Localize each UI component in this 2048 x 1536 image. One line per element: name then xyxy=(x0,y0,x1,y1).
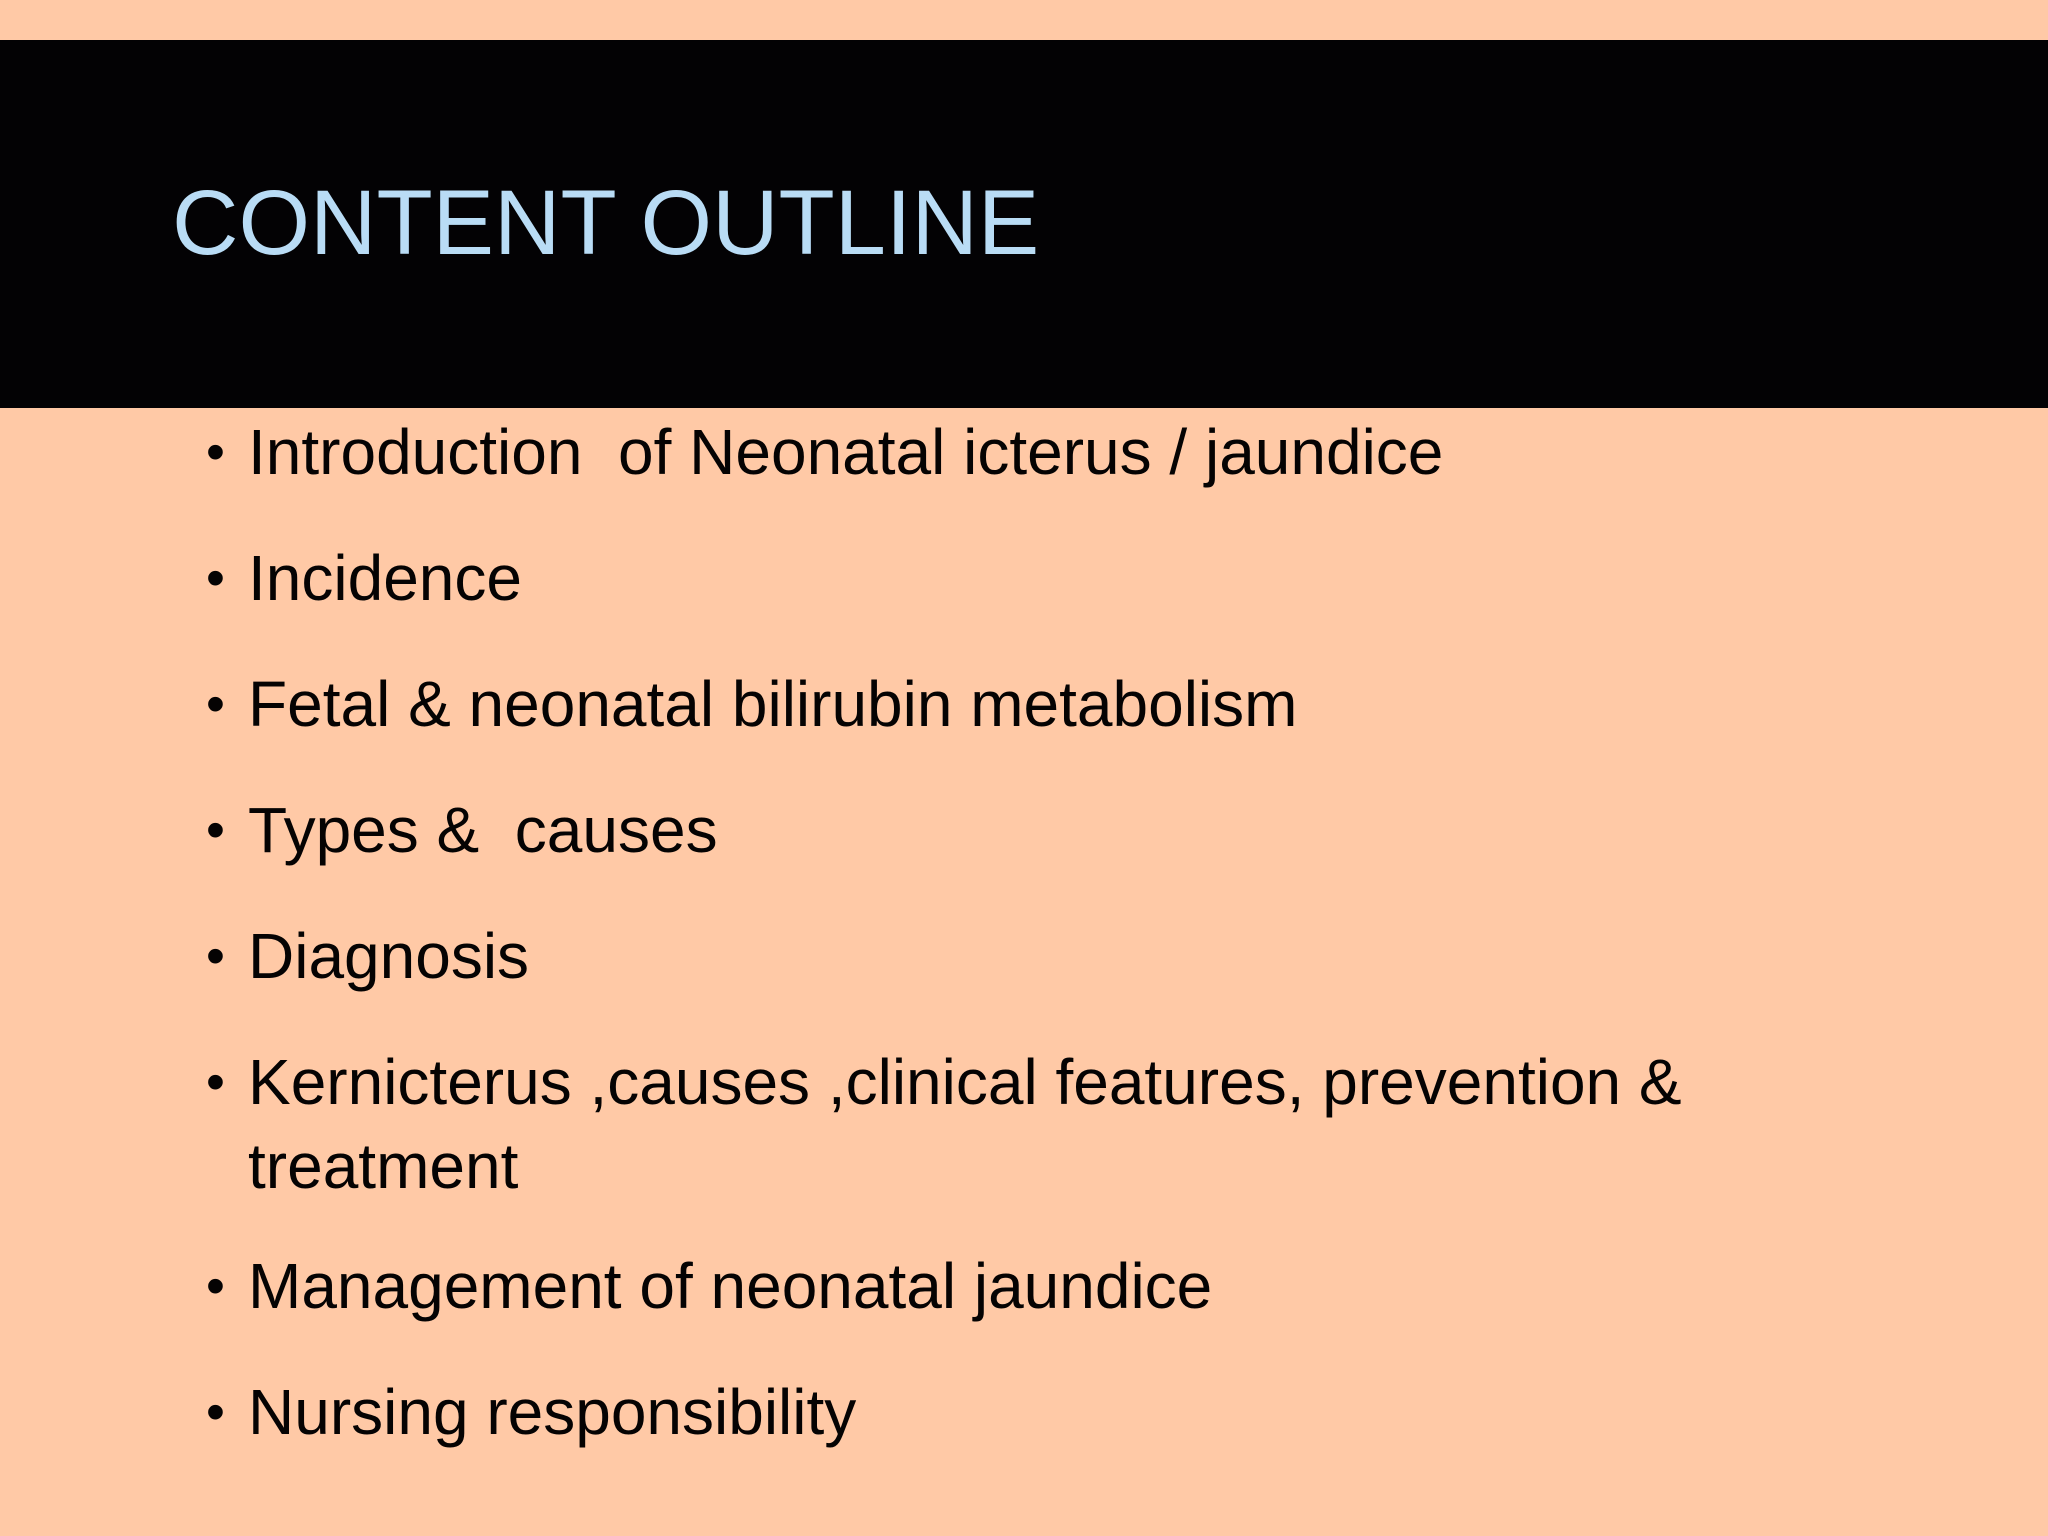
list-item-kernicterus xyxy=(206,1040,1906,1208)
list-item-text: Introduction of Neonatal icterus / jaundice xyxy=(248,416,1444,488)
bullet-point-icon: • xyxy=(206,422,225,482)
list-item-text: Nursing responsibility xyxy=(248,1376,857,1448)
bullet-point-icon: • xyxy=(206,1382,225,1442)
list-item-management xyxy=(206,1244,1906,1328)
slide-title: CONTENT OUTLINE xyxy=(172,172,1040,274)
bullet-point-icon: • xyxy=(206,1256,225,1316)
bullet-point-icon: • xyxy=(206,1052,225,1112)
list-item-text: Management of neonatal jaundice xyxy=(248,1250,1213,1322)
content-outline-list xyxy=(206,410,1906,1496)
bullet-point-icon: • xyxy=(206,926,225,986)
list-item-types-causes xyxy=(206,788,1906,872)
list-item-incidence xyxy=(206,536,1906,620)
list-item-bilirubin-metabolism xyxy=(206,662,1906,746)
list-item-text: Incidence xyxy=(248,542,522,614)
list-item-text: Fetal & neonatal bilirubin metabolism xyxy=(248,668,1298,740)
list-item-text: Types & causes xyxy=(248,794,718,866)
list-item-introduction xyxy=(206,410,1906,494)
list-item-text: Diagnosis xyxy=(248,920,530,992)
list-item-diagnosis xyxy=(206,914,1906,998)
bullet-point-icon: • xyxy=(206,674,225,734)
list-item-text: Kernicterus ,causes ,clinical features, prevention & treatment xyxy=(248,1046,1700,1202)
bullet-point-icon: • xyxy=(206,800,225,860)
list-item-nursing-responsibility xyxy=(206,1370,1906,1454)
bullet-point-icon: • xyxy=(206,548,225,608)
